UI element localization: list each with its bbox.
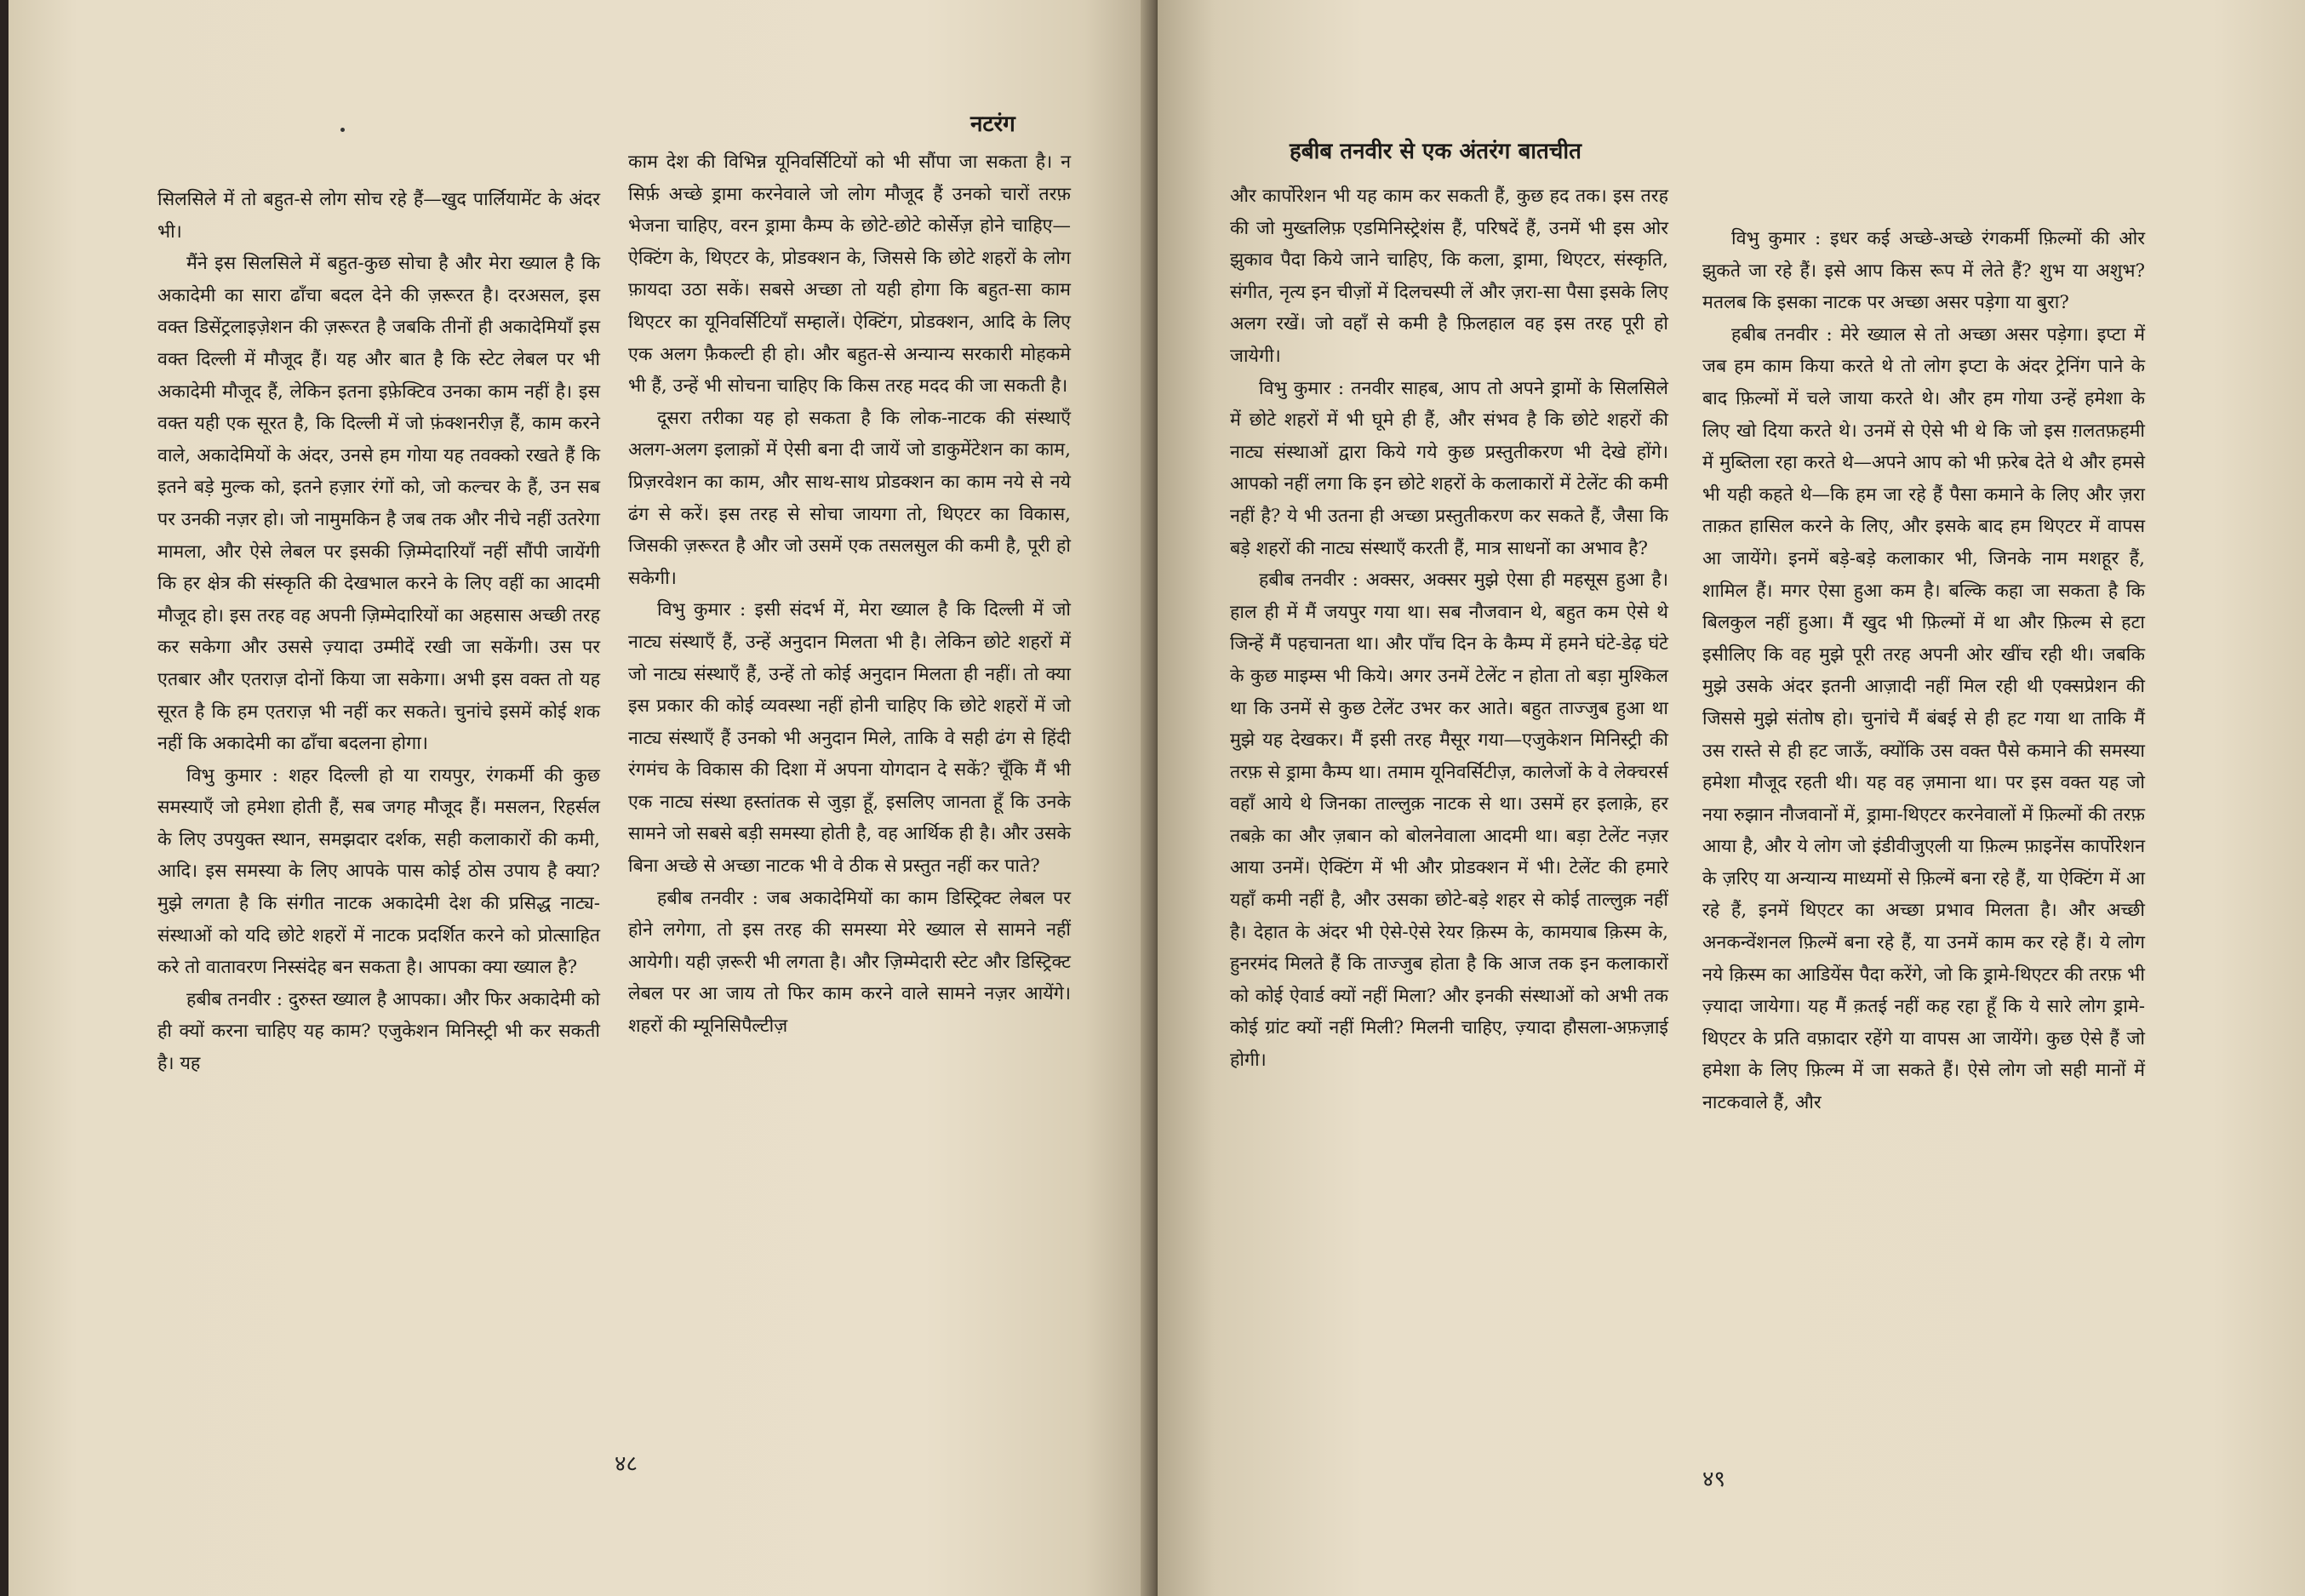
- page-number-left: ४८: [615, 1451, 638, 1477]
- paragraph: हबीब तनवीर : मेरे ख्याल से तो अच्छा असर पड़ेगा। इप्टा में जब हम काम किया करते थे तो लोग इप्टा के अंदर ट्रेनिंग पाने के बाद फ़िल्मों में चले जाया करते थे। और हम गोया उन्हें हमेशा के लिए खो दिया करते थे। उनमें से ऐसे भी थे कि जो इस ग़लतफ़हमी में मुब्तिला रहा करते थे—अपने आप को भी फ़रेब देते थे और हमसे भी यही कहते थे—कि हम जा रहे हैं पैसा कमाने के लिए और ज़रा ताक़त हासिल करने के लिए, और इसके बाद हम थिएटर में वापस आ जायेंगे। इनमें बड़े-बड़े कलाकार भी, जिनके नाम मशहूर हैं, शामिल हैं। मगर ऐसा हुआ कम है। बल्कि कहा जा सकता है कि बिलकुल नहीं हुआ। मैं खुद भी फ़िल्मों में था और फ़िल्म से हटा इसीलिए कि वह मुझे पूरी तरह अपनी ओर खींच रही थी। जबकि मुझे उसके अंदर इतनी आज़ादी नहीं मिल रही थी एक्सप्रेशन की जिससे मुझे संतोष हो। चुनांचे मैं बंबई से ही हट गया था ताकि मैं उस रास्ते से ही हट जाऊँ, क्योंकि उस वक्त पैसे कमाने की समस्या हमेशा मौजूद रहती थी। यह वह ज़माना था। पर इस वक्त यह जो नया रुझान नौजवानों में, ड्रामा-थिएटर करनेवालों में फ़िल्मों की तरफ़ आया है, और ये लोग जो इंडीवीजुएली या फ़िल्म फ़ाइनेंस कार्पोरेशन के ज़रिए या अन्यान्य माध्यमों से फ़िल्में बना रहे हैं, या ऐक्टिंग में आ रहे हैं, इनमें थिएटर का अच्छा प्रभाव मिलता है। और अच्छी अनकन्वेंशनल फ़िल्में बना रहे हैं, या उनमें काम कर रहे हैं। ये लोग नये क़िस्म का आडियेंस पैदा करेंगे, जो कि ड्रामे-थिएटर की तरफ़ भी ज़्यादा जायेगा। यह मैं क़तई नहीं कह रहा हूँ कि ये सारे लोग ड्रामे-थिएटर के प्रति वफ़ादार रहेंगे या वापस आ जायेंगे। कुछ ऐसे हैं जो हमेशा के लिए फ़िल्म में जा सकते हैं। ऐसे लोग जो सही मानों में नाटकवाले हैं, और: [1702, 323, 2145, 1114]
- paragraph: विभु कुमार : इसी संदर्भ में, मेरा ख्याल है कि दिल्ली में जो नाट्य संस्थाएँ हैं, उन्हें अनुदान मिलता भी है। लेकिन छोटे शहरों में जो नाट्य संस्थाएँ हैं, उन्हें तो कोई अनुदान मिलता ही नहीं। तो क्या इस प्रकार की कोई व्यवस्था नहीं होनी चाहिए कि छोटे शहरों में जो नाट्य संस्थाएँ हैं उनको भी अनुदान मिले, ताकि वे सही ढंग से हिंदी रंगमंच के विकास की दिशा में अपना योगदान दे सकें? चूँकि मैं भी एक नाट्य संस्था हस्तांतक से जुड़ा हूँ, इसलिए जानता हूँ कि उनके सामने जो सबसे बड़ी समस्या होती है, वह आर्थिक ही है। और उसके बिना अच्छे से अच्छा नाटक भी वे ठीक से प्रस्तुत नहीं कर पाते?: [628, 599, 1071, 878]
- paragraph: हबीब तनवीर : जब अकादेमियों का काम डिस्ट्रिक्ट लेबल पर होने लगेगा, तो इस तरह की समस्या मेरे ख्याल से सामने नहीं आयेगी। यही ज़रूरी भी लगता है। और ज़िम्मेदारी स्टेट और डिस्ट्रिक्ट लेबल पर आ जाय तो फिर काम करने वाले सामने नज़र आयेंगे। शहरों की म्यूनिसिपैल्टीज़: [628, 887, 1071, 1038]
- right-page-column-2: [1702, 223, 2145, 1119]
- paragraph: विभु कुमार : तनवीर साहब, आप तो अपने ड्रामों के सिलसिले में छोटे शहरों में भी घूमे ही हैं, और संभव है कि छोटे शहरों की नाट्य संस्थाओं द्वारा किये गये कुछ प्रस्तुतीकरण भी देखे होंगे। आपको नहीं लगा कि इन छोटे शहरों के कलाकारों में टेलेंट की कमी नहीं है? ये भी उतना ही अच्छा प्रस्तुतीकरण कर सकते हैं, जैसा कि बड़े शहरों की नाट्य संस्थाएँ करती हैं, मात्र साधनों का अभाव है?: [1230, 377, 1668, 559]
- right-page: [1158, 0, 2305, 1596]
- left-page: [9, 0, 1153, 1596]
- left-page-column-1: [157, 184, 600, 1080]
- right-page-column-1: [1230, 180, 1668, 1077]
- running-head-left: नटरंग: [970, 112, 1015, 137]
- paragraph: विभु कुमार : इधर कई अच्छे-अच्छे रंगकर्मी फ़िल्मों की ओर झुकते जा रहे हैं। इसे आप किस रूप में लेते हैं? शुभ या अशुभ? मतलब कि इसका नाटक पर अच्छा असर पड़ेगा या बुरा?: [1702, 228, 2145, 314]
- paragraph: दूसरा तरीका यह हो सकता है कि लोक-नाटक की संस्थाएँ अलग-अलग इलाक़ों में ऐसी बना दी जायें जो डाकुमेंटेशन का काम, प्रिज़रवेशन का काम, और साथ-साथ प्रोडक्शन का काम नये से नये ढंग से करें। इस तरह से सोचा जायगा तो, थिएटर का विकास, जिसकी ज़रूरत है और जो उसमें एक तसलसुल की कमी है, पूरी हो सकेगी।: [628, 407, 1071, 589]
- left-page-column-2: [628, 146, 1071, 1043]
- paragraph: सिलसिले में तो बहुत-से लोग सोच रहे हैं—खुद पार्लियामेंट के अंदर भी।: [157, 189, 600, 243]
- print-speck: [340, 128, 345, 132]
- page-number-right: ४९: [1702, 1467, 1726, 1492]
- paragraph: हबीब तनवीर : दुरुस्त ख्याल है आपका। और फिर अकादेमी को ही क्यों करना चाहिए यह काम? एजुकेशन मिनिस्ट्री भी कर सकती है। यह: [157, 988, 600, 1075]
- paragraph: मैंने इस सिलसिले में बहुत-कुछ सोचा है और मेरा ख्याल है कि अकादेमी का सारा ढाँचा बदल देने की ज़रूरत है। दरअसल, इस वक्त डिसेंट्रलाइज़ेशन की ज़रूरत है जबकि तीनों ही अकादेमियाँ इस वक्त दिल्ली में मौजूद हैं। यह और बात है कि स्टेट लेबल पर भी अकादेमी मौजूद हैं, लेकिन इतना इफ़ेक्टिव उनका काम नहीं है। इस वक्त यही एक सूरत है, कि दिल्ली में जो फ़ंक्शनरीज़ हैं, काम करने वाले, अकादेमियों के अंदर, उनसे हम गोया यह तवक्को रखते हैं कि इतने बड़े मुल्क को, इतने हज़ार रंगों को, जो कल्चर के हैं, उन सब पर उनकी नज़र हो। जो नामुमकिन है जब तक और नीचे नहीं उतरेगा मामला, और ऐसे लेबल पर इसकी ज़िम्मेदारियाँ नहीं सौंपी जायेंगी कि हर क्षेत्र की संस्कृति की देखभाल करने के लिए वहीं का आदमी मौजूद हो। इस तरह वह अपनी ज़िम्मेदारियों का अहसास अच्छी तरह कर सकेगा और उससे ज़्यादा उम्मीदें रखी जा सकेंगी। उस पर एतबार और एतराज़ दोनों किया जा सकेगा। अभी इस वक्त तो यह सूरत है कि हम एतराज़ भी नहीं कर सकते। चुनांचे इसमें कोई शक नहीं कि अकादेमी का ढाँचा बदलना होगा।: [157, 253, 600, 755]
- paragraph: हबीब तनवीर : अक्सर, अक्सर मुझे ऐसा ही महसूस हुआ है। हाल ही में मैं जयपुर गया था। सब नौजवान थे, बहुत कम ऐसे थे जिन्हें मैं पहचानता था। और पाँच दिन के कैम्प में हमने घंटे-डेढ़ घंटे के कुछ माइम्स भी किये। अगर उनमें टेलेंट न होता तो बड़ा मुश्किल था कि उनमें से कुछ टेलेंट उभर कर आते। बहुत ताज्जुब हुआ था मुझे यह देखकर। मैं इसी तरह मैसूर गया—एजुकेशन मिनिस्ट्री की तरफ़ से ड्रामा कैम्प था। तमाम यूनिवर्सिटीज़, कालेजों के वे लेक्चरर्स वहाँ आये थे जिनका ताल्लुक़ नाटक से था। उसमें हर इलाक़े, हर तबक़े का और ज़बान को बोलनेवाला आदमी था। बड़ा टेलेंट नज़र आया उनमें। ऐक्टिंग में भी और प्रोडक्शन में भी। टेलेंट की हमारे यहाँ कमी नहीं है, और उसका छोटे-बड़े शहर से कोई ताल्लुक़ नहीं है। देहात के अंदर भी ऐसे-ऐसे रेयर क़िस्म के, कामयाब क़िस्म के, हुनरमंद मिलते हैं कि ताज्जुब होता है कि आज तक इन कलाकारों को कोई ऐवार्ड क्यों नहीं मिला? और इनकी संस्थाओं को अभी तक कोई ग्रांट क्यों नहीं मिली? मिलनी चाहिए, ज़्यादा हौसला-अफ़ज़ाई होगी।: [1230, 569, 1668, 1072]
- paragraph: विभु कुमार : शहर दिल्ली हो या रायपुर, रंगकर्मी की कुछ समस्याएँ जो हमेशा होती हैं, सब जगह मौजूद हैं। मसलन, रिहर्सल के लिए उपयुक्त स्थान, समझदार दर्शक, सही कलाकारों की कमी, आदि। इस समस्या के लिए आपके पास कोई ठोस उपाय है क्या? मुझे लगता है कि संगीत नाटक अकादेमी देश की प्रसिद्ध नाट्य-संस्थाओं को यदि छोटे शहरों में नाटक प्रदर्शित करने को प्रोत्साहित करे तो वातावरण निस्संदेह बन सकता है। आपका क्या ख्याल है?: [157, 764, 600, 979]
- paragraph: और कार्पोरेशन भी यह काम कर सकती हैं, कुछ हद तक। इस तरह की जो मुख्तलिफ़ एडमिनिस्ट्रेशंस हैं, परिषदें हैं, उनमें भी इस ओर झुकाव पैदा किये जाने चाहिए, कि कला, ड्रामा, थिएटर, संस्कृति, संगीत, नृत्य इन चीज़ों में दिलचस्पी लें और ज़रा-सा पैसा इसके लिए अलग रखें। जो वहाँ से कमी है फ़िलहाल वह इस तरह पूरी हो जायेगी।: [1230, 186, 1668, 367]
- paragraph: काम देश की विभिन्न यूनिवर्सिटियों को भी सौंपा जा सकता है। न सिर्फ़ अच्छे ड्रामा करनेवाले जो लोग मौजूद हैं उनको चारों तरफ़ भेजना चाहिए, वरन ड्रामा कैम्प के छोटे-छोटे कोर्सेज़ होने चाहिए—ऐक्टिंग के, थिएटर के, प्रोडक्शन के, जिससे कि छोटे शहरों के लोग फ़ायदा उठा सकें। सबसे अच्छा तो यही होगा कि बहुत-सा काम थिएटर का यूनिवर्सिटियाँ सम्हालें। ऐक्टिंग, प्रोडक्शन, आदि के लिए एक अलग फ़ैकल्टी ही हो। और बहुत-से अन्यान्य सरकारी मोहकमे भी हैं, उन्हें भी सोचना चाहिए कि किस तरह मदद की जा सकती है।: [628, 152, 1071, 398]
- running-head-right: हबीब तनवीर से एक अंतरंग बातचीत: [1290, 139, 1581, 164]
